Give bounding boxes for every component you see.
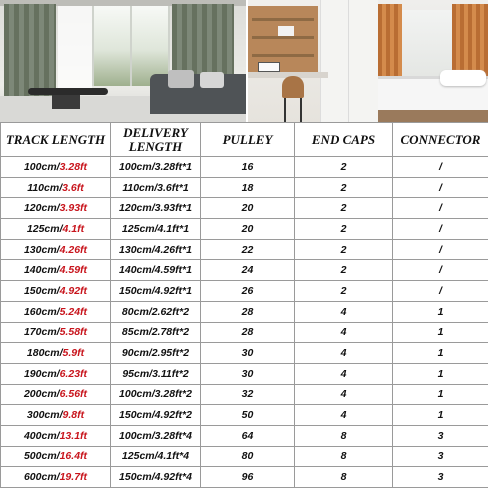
table-row bbox=[1, 281, 488, 302]
table-row bbox=[1, 239, 488, 260]
delivery-length-cell: 125cm/4.1ft*4 bbox=[111, 446, 201, 467]
product-photos bbox=[0, 0, 488, 122]
connector-cell: 3 bbox=[393, 467, 488, 488]
pulley-cell: 20 bbox=[201, 219, 295, 240]
track-length-cell bbox=[1, 281, 111, 302]
track-length-cm: 140cm/ bbox=[23, 264, 60, 277]
pulley-cell: 26 bbox=[201, 281, 295, 302]
track-length-cell bbox=[1, 343, 111, 364]
connector-cell: 3 bbox=[393, 446, 488, 467]
end-caps-cell: 4 bbox=[295, 301, 393, 322]
delivery-length-cell: 125cm/4.1ft*1 bbox=[111, 219, 201, 240]
pulley-cell: 28 bbox=[201, 322, 295, 343]
track-length-ft: 3.93ft bbox=[59, 202, 88, 215]
track-length-ft: 5.58ft bbox=[59, 326, 88, 339]
track-length-cell bbox=[1, 157, 111, 178]
delivery-length-cell: 85cm/2.78ft*2 bbox=[111, 322, 201, 343]
table-header-row bbox=[1, 123, 488, 157]
bedroom-photo bbox=[378, 0, 488, 122]
track-length-cell bbox=[1, 363, 111, 384]
track-length-cm: 150cm/ bbox=[23, 284, 60, 297]
header-track-length: TRACK LENGTH bbox=[1, 123, 111, 157]
end-caps-cell: 8 bbox=[295, 446, 393, 467]
delivery-length-cell: 150cm/4.92ft*2 bbox=[111, 405, 201, 426]
end-caps-cell: 4 bbox=[295, 384, 393, 405]
connector-cell: / bbox=[393, 260, 488, 281]
end-caps-cell: 4 bbox=[295, 405, 393, 426]
table-row bbox=[1, 363, 488, 384]
chair bbox=[282, 76, 304, 98]
header-end-caps: END CAPS bbox=[295, 123, 393, 157]
delivery-length-cell: 90cm/2.95ft*2 bbox=[111, 343, 201, 364]
track-length-cm: 200cm/ bbox=[23, 388, 60, 401]
pulley-cell: 32 bbox=[201, 384, 295, 405]
track-length-ft: 4.92ft bbox=[59, 284, 88, 297]
track-length-cell bbox=[1, 239, 111, 260]
delivery-length-cell: 150cm/4.92ft*4 bbox=[111, 467, 201, 488]
connector-cell: / bbox=[393, 281, 488, 302]
delivery-length-cell: 95cm/3.11ft*2 bbox=[111, 363, 201, 384]
pulley-cell: 96 bbox=[201, 467, 295, 488]
track-length-ft: 4.1ft bbox=[62, 222, 85, 235]
track-length-cm: 500cm/ bbox=[23, 450, 60, 463]
track-length-cell bbox=[1, 322, 111, 343]
track-length-ft: 4.59ft bbox=[59, 264, 88, 277]
header-delivery-length: DELIVERY LENGTH bbox=[111, 123, 201, 157]
pulley-cell: 16 bbox=[201, 157, 295, 178]
track-length-ft: 3.28ft bbox=[59, 160, 88, 173]
living-room-photo bbox=[0, 0, 246, 122]
table-row bbox=[1, 467, 488, 488]
track-length-cm: 400cm/ bbox=[23, 429, 60, 442]
track-length-cell bbox=[1, 425, 111, 446]
table-row bbox=[1, 260, 488, 281]
track-length-cell bbox=[1, 467, 111, 488]
delivery-length-cell: 130cm/4.26ft*1 bbox=[111, 239, 201, 260]
end-caps-cell: 2 bbox=[295, 281, 393, 302]
track-length-cm: 120cm/ bbox=[23, 202, 60, 215]
connector-cell: 1 bbox=[393, 343, 488, 364]
pulley-cell: 24 bbox=[201, 260, 295, 281]
track-length-cell bbox=[1, 198, 111, 219]
pulley-cell: 28 bbox=[201, 301, 295, 322]
delivery-length-cell: 150cm/4.92ft*1 bbox=[111, 281, 201, 302]
delivery-length-cell: 100cm/3.28ft*1 bbox=[111, 157, 201, 178]
end-caps-cell: 2 bbox=[295, 260, 393, 281]
end-caps-cell: 8 bbox=[295, 467, 393, 488]
track-length-cell bbox=[1, 219, 111, 240]
track-length-cell bbox=[1, 446, 111, 467]
track-length-cm: 600cm/ bbox=[23, 471, 60, 484]
track-length-cell bbox=[1, 384, 111, 405]
connector-cell: / bbox=[393, 239, 488, 260]
delivery-length-cell: 100cm/3.28ft*4 bbox=[111, 425, 201, 446]
connector-cell: 1 bbox=[393, 384, 488, 405]
track-length-ft: 5.9ft bbox=[62, 347, 85, 360]
delivery-length-cell: 110cm/3.6ft*1 bbox=[111, 177, 201, 198]
track-length-cell bbox=[1, 260, 111, 281]
track-length-cm: 300cm/ bbox=[26, 409, 63, 422]
sheer-curtain bbox=[58, 6, 92, 92]
left-curtain bbox=[4, 4, 56, 96]
end-caps-cell: 2 bbox=[295, 177, 393, 198]
table-row bbox=[1, 219, 488, 240]
track-length-cm: 130cm/ bbox=[23, 243, 60, 256]
track-length-ft: 16.4ft bbox=[59, 450, 88, 463]
pulley-cell: 18 bbox=[201, 177, 295, 198]
track-length-ft: 19.7ft bbox=[59, 471, 88, 484]
pulley-cell: 30 bbox=[201, 363, 295, 384]
track-length-cm: 190cm/ bbox=[23, 367, 60, 380]
delivery-length-cell: 100cm/3.28ft*2 bbox=[111, 384, 201, 405]
table-row bbox=[1, 177, 488, 198]
connector-cell: 1 bbox=[393, 405, 488, 426]
table-row bbox=[1, 198, 488, 219]
table-row bbox=[1, 301, 488, 322]
track-length-ft: 3.6ft bbox=[62, 181, 84, 194]
end-caps-cell: 4 bbox=[295, 322, 393, 343]
header-connector: CONNECTOR bbox=[393, 123, 488, 157]
end-caps-cell: 8 bbox=[295, 425, 393, 446]
track-length-ft: 13.1ft bbox=[59, 429, 88, 442]
track-length-cm: 160cm/ bbox=[23, 305, 60, 318]
track-length-cm: 100cm/ bbox=[23, 160, 60, 173]
track-length-cell bbox=[1, 301, 111, 322]
pulley-cell: 22 bbox=[201, 239, 295, 260]
table-row bbox=[1, 405, 488, 426]
connector-cell: 1 bbox=[393, 363, 488, 384]
delivery-length-cell: 120cm/3.93ft*1 bbox=[111, 198, 201, 219]
track-length-cm: 170cm/ bbox=[23, 326, 60, 339]
pulley-cell: 30 bbox=[201, 343, 295, 364]
connector-cell: 1 bbox=[393, 301, 488, 322]
connector-cell: / bbox=[393, 177, 488, 198]
delivery-length-cell: 140cm/4.59ft*1 bbox=[111, 260, 201, 281]
end-caps-cell: 4 bbox=[295, 363, 393, 384]
table-row bbox=[1, 157, 488, 178]
sofa bbox=[150, 74, 246, 114]
pulley-cell: 80 bbox=[201, 446, 295, 467]
connector-cell: 1 bbox=[393, 322, 488, 343]
table-row bbox=[1, 425, 488, 446]
end-caps-cell: 2 bbox=[295, 239, 393, 260]
header-pulley: PULLEY bbox=[201, 123, 295, 157]
coffee-table bbox=[28, 88, 108, 95]
track-length-ft: 9.8ft bbox=[62, 409, 85, 422]
track-length-cm: 125cm/ bbox=[26, 222, 63, 235]
connector-cell: / bbox=[393, 198, 488, 219]
table-row bbox=[1, 446, 488, 467]
delivery-length-cell: 80cm/2.62ft*2 bbox=[111, 301, 201, 322]
orange-curtain bbox=[378, 4, 402, 84]
connector-cell: 3 bbox=[393, 425, 488, 446]
table-row bbox=[1, 343, 488, 364]
table-row bbox=[1, 322, 488, 343]
track-length-ft: 4.26ft bbox=[59, 243, 88, 256]
pulley-cell: 20 bbox=[201, 198, 295, 219]
track-length-ft: 5.24ft bbox=[59, 305, 88, 318]
end-caps-cell: 2 bbox=[295, 157, 393, 178]
pulley-cell: 50 bbox=[201, 405, 295, 426]
curtain-track-spec-table bbox=[0, 122, 488, 488]
table-row bbox=[1, 384, 488, 405]
track-length-ft: 6.23ft bbox=[59, 367, 88, 380]
track-length-cm: 180cm/ bbox=[26, 347, 63, 360]
wardrobe bbox=[320, 0, 378, 122]
pulley-cell: 64 bbox=[201, 425, 295, 446]
track-length-cell bbox=[1, 177, 111, 198]
study-room-photo bbox=[248, 0, 378, 122]
end-caps-cell: 4 bbox=[295, 343, 393, 364]
connector-cell: / bbox=[393, 219, 488, 240]
track-length-ft: 6.56ft bbox=[59, 388, 88, 401]
track-length-cm: 110cm/ bbox=[27, 181, 63, 194]
end-caps-cell: 2 bbox=[295, 219, 393, 240]
end-caps-cell: 2 bbox=[295, 198, 393, 219]
track-length-cell bbox=[1, 405, 111, 426]
connector-cell: / bbox=[393, 157, 488, 178]
